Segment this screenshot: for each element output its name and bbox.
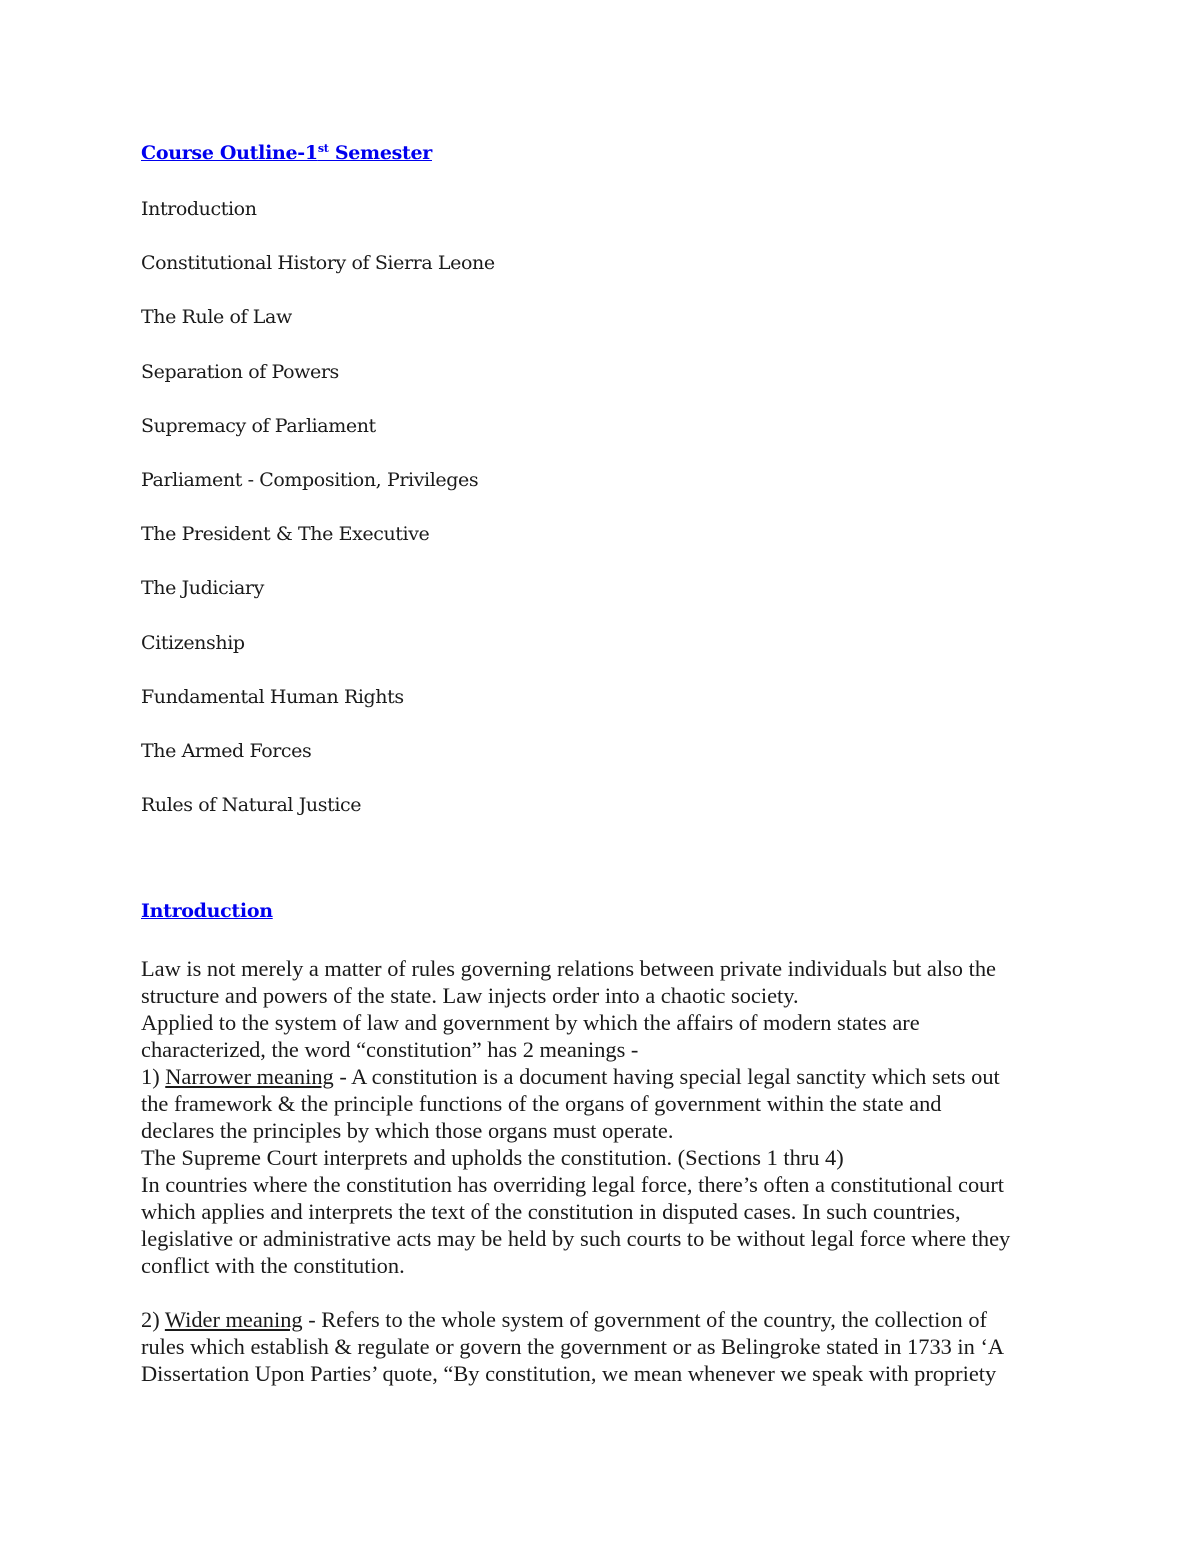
- outline-item: Rules of Natural Justice: [141, 794, 362, 817]
- course-outline-title-rest: Semester: [328, 142, 432, 164]
- wide-meaning-line: [141, 1306, 1066, 1333]
- wide-meaning-term: Wider meaning: [164, 1307, 303, 1332]
- course-outline-list: [141, 196, 495, 846]
- body-line: structure and powers of the state. Law injects order into a chaotic society.: [141, 983, 799, 1008]
- narrow-meaning-prefix: 1): [141, 1064, 166, 1089]
- outline-item: Fundamental Human Rights: [141, 685, 404, 708]
- course-outline-title-link[interactable]: [141, 142, 432, 164]
- outline-item: Supremacy of Parliament: [141, 414, 376, 437]
- course-outline-title-superscript: st: [317, 142, 329, 155]
- outline-item: Separation of Powers: [141, 360, 339, 383]
- paragraph-gap: [141, 1279, 1066, 1306]
- body-line: Applied to the system of law and government by which the affairs of modern states are: [141, 1010, 920, 1035]
- narrow-meaning-line: [141, 1063, 1066, 1090]
- outline-item: The Armed Forces: [141, 739, 312, 762]
- body-line: Dissertation Upon Parties’ quote, “By constitution, we mean whenever we speak with propriety: [141, 1361, 997, 1386]
- outline-item: Citizenship: [141, 631, 245, 654]
- wide-meaning-text: - Refers to the whole system of government of the country, the collection of: [302, 1307, 987, 1332]
- body-line: rules which establish & regulate or govern the government or as Belingroke stated in 1733 in ‘A: [141, 1334, 1005, 1359]
- outline-item: The Rule of Law: [141, 306, 292, 329]
- body-line: conflict with the constitution.: [141, 1253, 405, 1278]
- wide-meaning-prefix: 2): [141, 1307, 165, 1332]
- narrow-meaning-term: Narrower meaning: [165, 1064, 334, 1089]
- introduction-heading-link[interactable]: Introduction: [141, 900, 273, 922]
- body-line: the framework & the principle functions of the organs of government within the state and: [141, 1091, 942, 1116]
- outline-item: Introduction: [141, 198, 257, 220]
- body-line: Law is not merely a matter of rules governing relations between private individuals but also the: [141, 956, 996, 981]
- body-line: which applies and interprets the text of the constitution in disputed cases. In such countries,: [141, 1199, 961, 1224]
- narrow-meaning-text: - A constitution is a document having special legal sanctity which sets out: [333, 1064, 1000, 1089]
- body-line: declares the principles by which those organs must operate.: [141, 1118, 674, 1143]
- introduction-body: [141, 955, 1066, 1387]
- body-line: characterized, the word “constitution” has 2 meanings -: [141, 1037, 639, 1062]
- body-line: The Supreme Court interprets and upholds the constitution. (Sections 1 thru 4): [141, 1145, 844, 1170]
- outline-item: Constitutional History of Sierra Leone: [141, 252, 495, 275]
- course-outline-title-main: Course Outline-1: [141, 142, 318, 164]
- body-line: In countries where the constitution has overriding legal force, there’s often a constitutional court: [141, 1172, 1005, 1197]
- outline-item: The President & The Executive: [141, 523, 430, 546]
- body-line: legislative or administrative acts may be held by such courts to be without legal force where they: [141, 1226, 1011, 1251]
- outline-item: The Judiciary: [141, 577, 264, 600]
- outline-item: Parliament - Composition, Privileges: [141, 468, 479, 491]
